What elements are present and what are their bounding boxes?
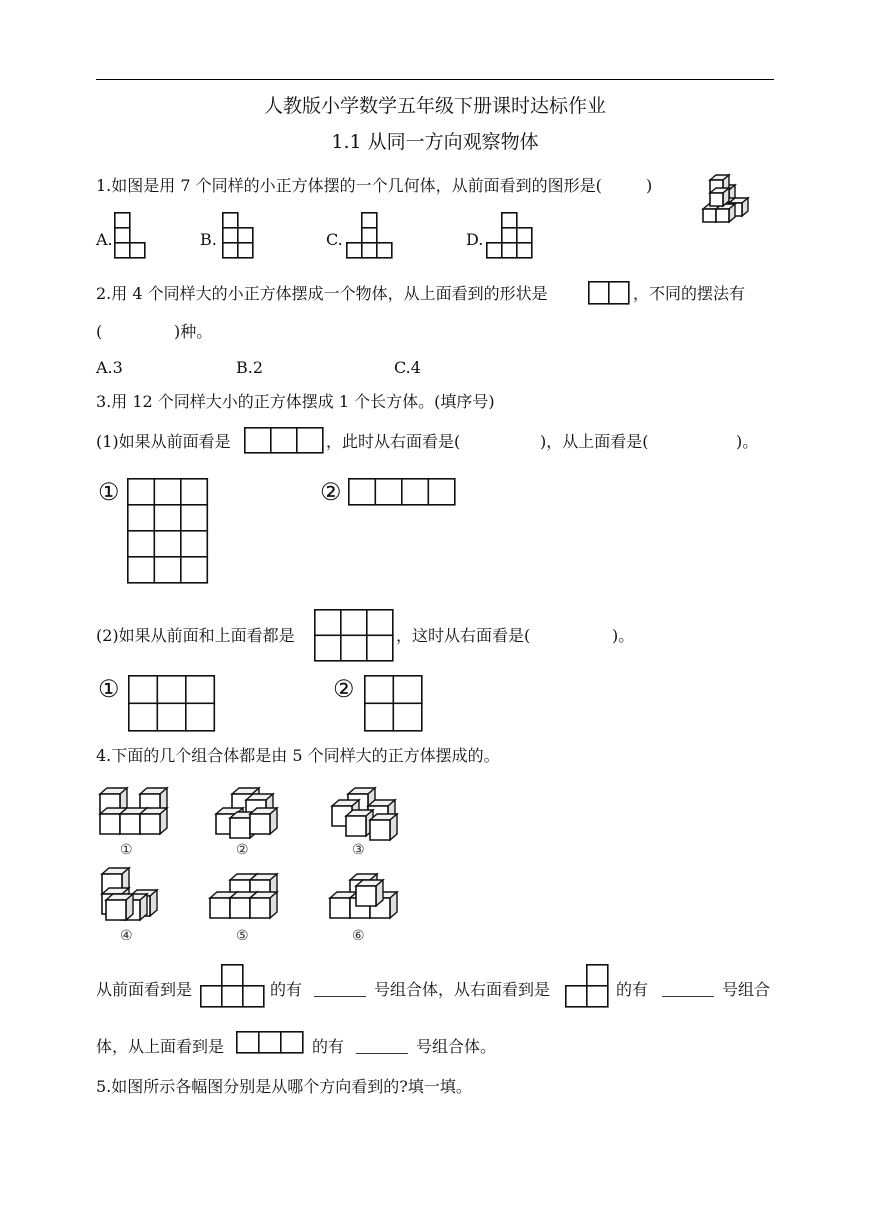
cube-face [356, 886, 376, 906]
cube-face [250, 898, 270, 918]
q2-blank-open: ( [96, 322, 103, 341]
q4-line1-a: 从前面看到是 [96, 980, 193, 999]
q1-solid-figure [690, 172, 752, 226]
grid-cell [181, 505, 208, 531]
q1-option-a-label[interactable]: A. [96, 230, 113, 249]
grid-cell [154, 505, 181, 531]
q4-label-4: ④ [120, 928, 133, 944]
q4-line1-b: 的有 [270, 980, 303, 999]
q2-blank-close: )种。 [174, 322, 213, 341]
q4-line1-e: 号组合 [722, 980, 771, 999]
q4-solid-2 [212, 786, 286, 836]
q2-top-view-figure [588, 281, 632, 307]
q3-part2-text-a: (2)如果从前面和上面看都是 [96, 626, 295, 645]
grid-cell [128, 505, 155, 531]
q4-front-view-figure [200, 964, 266, 1008]
q4-line1-d: 的有 [616, 980, 649, 999]
q3-part1-option-1-grid[interactable] [127, 478, 209, 586]
grid-cell [128, 479, 155, 505]
cube-face [330, 898, 350, 918]
q3-part1-option-2-grid[interactable] [348, 478, 458, 506]
q4-solid-6 [328, 872, 402, 922]
cube-face [100, 814, 120, 834]
grid-cell [181, 479, 208, 505]
grid-cell [181, 557, 208, 583]
q2-option-b[interactable]: B.2 [236, 358, 264, 377]
q1-option-c-label[interactable]: C. [326, 230, 343, 249]
q4-right-view-figure [565, 964, 611, 1008]
q3-part1-label-1: ① [98, 478, 120, 506]
q3-part1-text-c: )，从上面看是( [540, 432, 649, 451]
q3-part1-label-2: ② [320, 478, 342, 506]
q3-part2-view-figure [314, 609, 394, 663]
cube-face [716, 209, 729, 222]
q3-part1-text-a: (1)如果从前面看是 [96, 432, 231, 451]
q4-stem: 4.下面的几个组合体都是由 5 个同样大的正方体摆成的。 [96, 746, 500, 765]
q4-label-1: ① [120, 842, 133, 858]
q4-label-5: ⑤ [236, 928, 249, 944]
cube-face [370, 820, 390, 840]
q4-line2-b: 的有 [312, 1037, 345, 1056]
q1-option-b-figure[interactable] [222, 212, 256, 260]
q4-solid-3 [328, 786, 402, 836]
q3-part1-front-view [244, 427, 324, 455]
q4-solid-4 [98, 870, 172, 924]
q4-line2-a: 体，从上面看到是 [96, 1037, 225, 1056]
q4-answer-blank-1[interactable] [314, 996, 366, 997]
q3-part2-label-2: ② [333, 675, 355, 703]
cube-face [346, 816, 366, 836]
grid-cell [128, 557, 155, 583]
cube-face [120, 814, 140, 834]
q1-option-d-label[interactable]: D. [466, 230, 484, 249]
grid-cell [181, 531, 208, 557]
cube-face [703, 209, 716, 222]
cube-face [250, 814, 270, 834]
page-subtitle: 1.1 从同一方向观察物体 [331, 131, 539, 153]
q4-line2-c: 号组合体。 [416, 1037, 497, 1056]
q1-stem: 1.如图是用 7 个同样的小正方体摆的一个几何体，从前面看到的图形是( [96, 176, 602, 195]
cube-face [106, 900, 126, 920]
q2-stem: 2.用 4 个同样大的小正方体摆成一个物体，从上面看到的形状是 [96, 284, 548, 303]
cube-face [210, 898, 230, 918]
q1-option-d-figure[interactable] [486, 212, 536, 260]
q3-part1-text-d: )。 [736, 432, 759, 451]
q4-top-view-figure [236, 1031, 306, 1055]
page-title: 人教版小学数学五年级下册课时达标作业 [263, 95, 606, 117]
q4-label-2: ② [236, 842, 249, 858]
q3-part2-text-c: )。 [612, 626, 635, 645]
grid-cell [154, 557, 181, 583]
q1-option-a-figure[interactable] [114, 212, 148, 260]
cube-face [230, 818, 250, 838]
q4-answer-blank-3[interactable] [356, 1053, 408, 1054]
top-rule [96, 79, 774, 80]
q4-label-3: ③ [352, 842, 365, 858]
q3-part2-option-1-grid[interactable] [128, 675, 216, 733]
q4-solid-1 [98, 786, 172, 836]
q1-close-paren: ) [646, 176, 653, 195]
q1-option-b-label[interactable]: B. [200, 230, 217, 249]
q2-option-c[interactable]: C.4 [394, 358, 421, 377]
q1-option-c-figure[interactable] [346, 212, 396, 260]
q3-part2-text-b: ，这时从右面看是( [396, 626, 531, 645]
q4-solid-5 [208, 872, 282, 922]
q3-part2-label-1: ① [98, 675, 120, 703]
q3-part1-text-b: ，此时从右面看是( [326, 432, 461, 451]
q2-option-a[interactable]: A.3 [96, 358, 123, 377]
q3-part2-option-2-grid[interactable] [364, 675, 424, 733]
q5-stem: 5.如图所示各幅图分别是从哪个方向看到的?填一填。 [96, 1077, 472, 1096]
q4-answer-blank-2[interactable] [662, 996, 714, 997]
q2-stem-tail: ，不同的摆法有 [633, 284, 746, 303]
grid-cell [154, 531, 181, 557]
q3-stem: 3.用 12 个同样大小的正方体摆成 1 个长方体。(填序号) [96, 392, 495, 411]
q4-label-6: ⑥ [352, 928, 365, 944]
cube-face [140, 814, 160, 834]
cube-face [710, 193, 723, 206]
q4-line1-c: 号组合体，从右面看到是 [374, 980, 551, 999]
grid-cell [128, 531, 155, 557]
grid-cell [154, 479, 181, 505]
cube-face [230, 898, 250, 918]
